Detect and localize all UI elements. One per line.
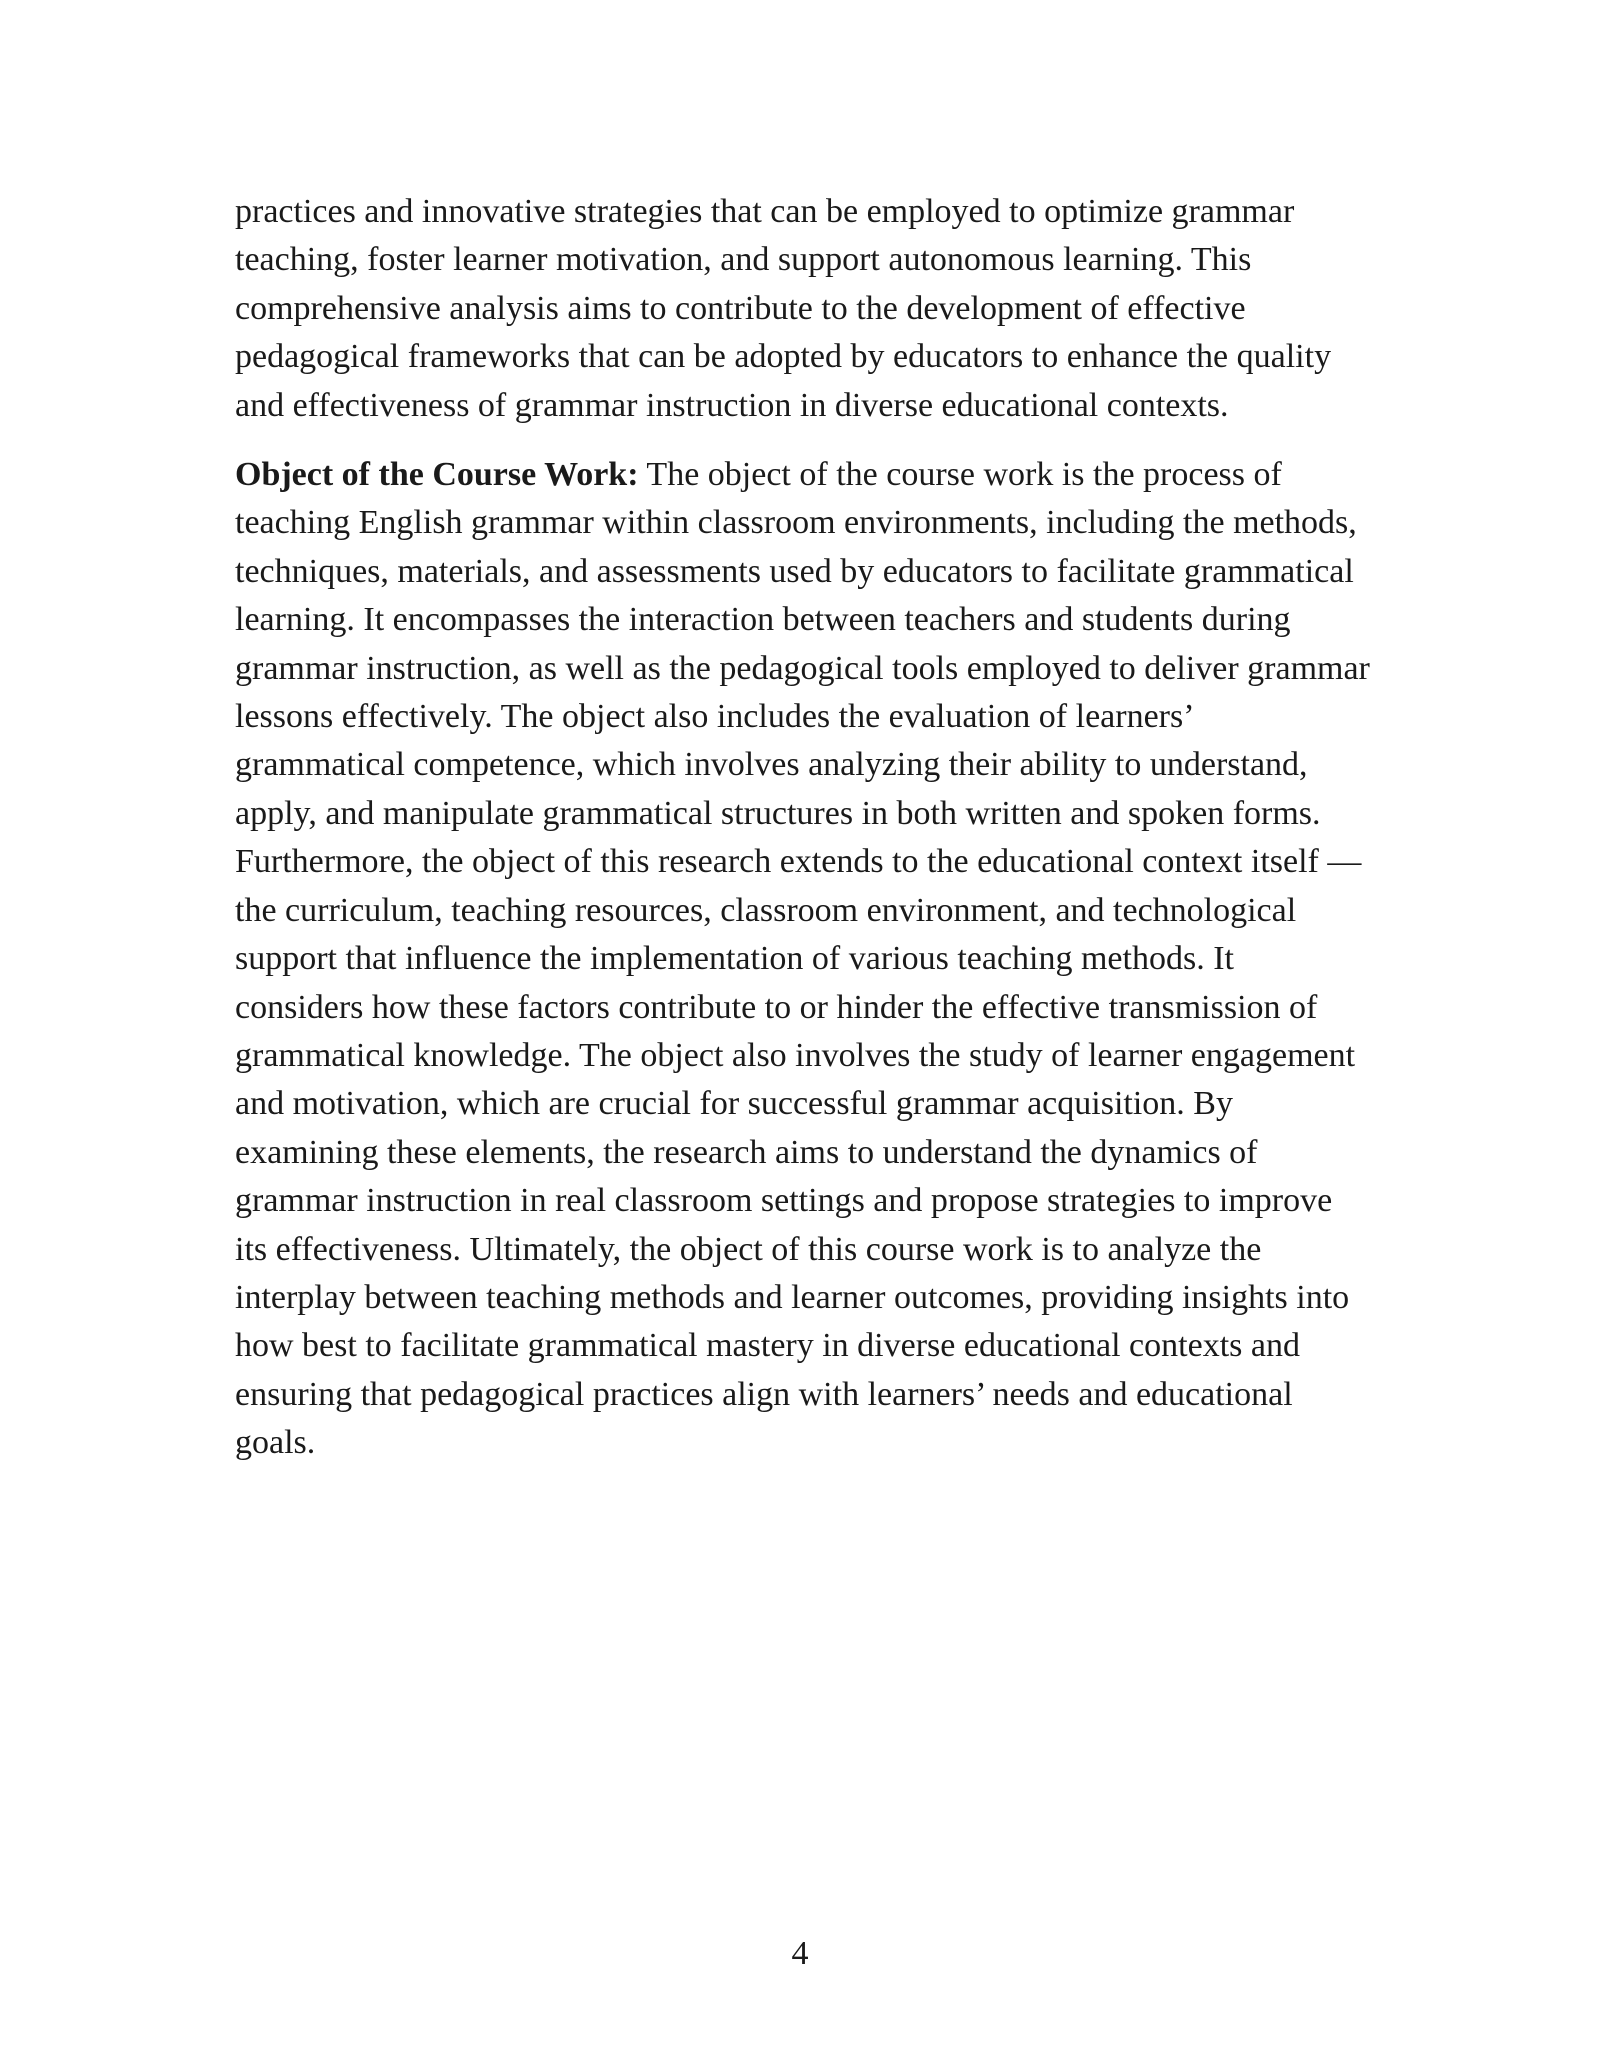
paragraph-lead: Object of the Course Work: — [235, 456, 639, 494]
page-number: 4 — [791, 1935, 809, 1972]
paragraph-text: The object of the course work is the process of teaching English grammar within classroom environments, including the methods, techniques, materials, and assessments used by educators to facilitate grammatical learning. It encompasses the interaction between teachers and students during grammar instruction, as well as the pedagogical tools employed to deliver grammar lessons effectively. The object also includes the evaluation of learners’ grammatical competence, which involves analyzing their ability to understand, apply, and manipulate grammatical structures in both written and spoken forms. Furthermore, the object of this research extends to the educational context itself — the curriculum, teaching resources, classroom environment, and technological support that influence the implementation of various teaching methods. It considers how these factors contribute to or hinder the effective transmission of grammatical knowledge. The object also involves the study of learner engagement and motivation, which are crucial for successful grammar acquisition. By examining these elements, the research aims to understand the dynamics of grammar instruction in real classroom settings and propose strategies to improve its effectiveness. Ultimately, the object of this course work is to analyze the interplay between teaching methods and learner outcomes, providing insights into how best to facilitate grammatical mastery in diverse educational contexts and ensuring that pedagogical practices align with learners’ needs and educational goals. — [235, 456, 1370, 1462]
paragraph-text: practices and innovative strategies that can be employed to optimize grammar teaching, foster learner motivation, and support autonomous learning. This comprehensive analysis aims to contribute to the development of effective pedagogical frameworks that can be adopted by educators to enhance the quality and effectiveness of grammar instruction in diverse educational contexts. — [235, 193, 1332, 424]
paragraph-continuation — [235, 188, 1370, 430]
body-text — [235, 188, 1370, 1468]
paragraph-object-of-course-work — [235, 451, 1370, 1468]
